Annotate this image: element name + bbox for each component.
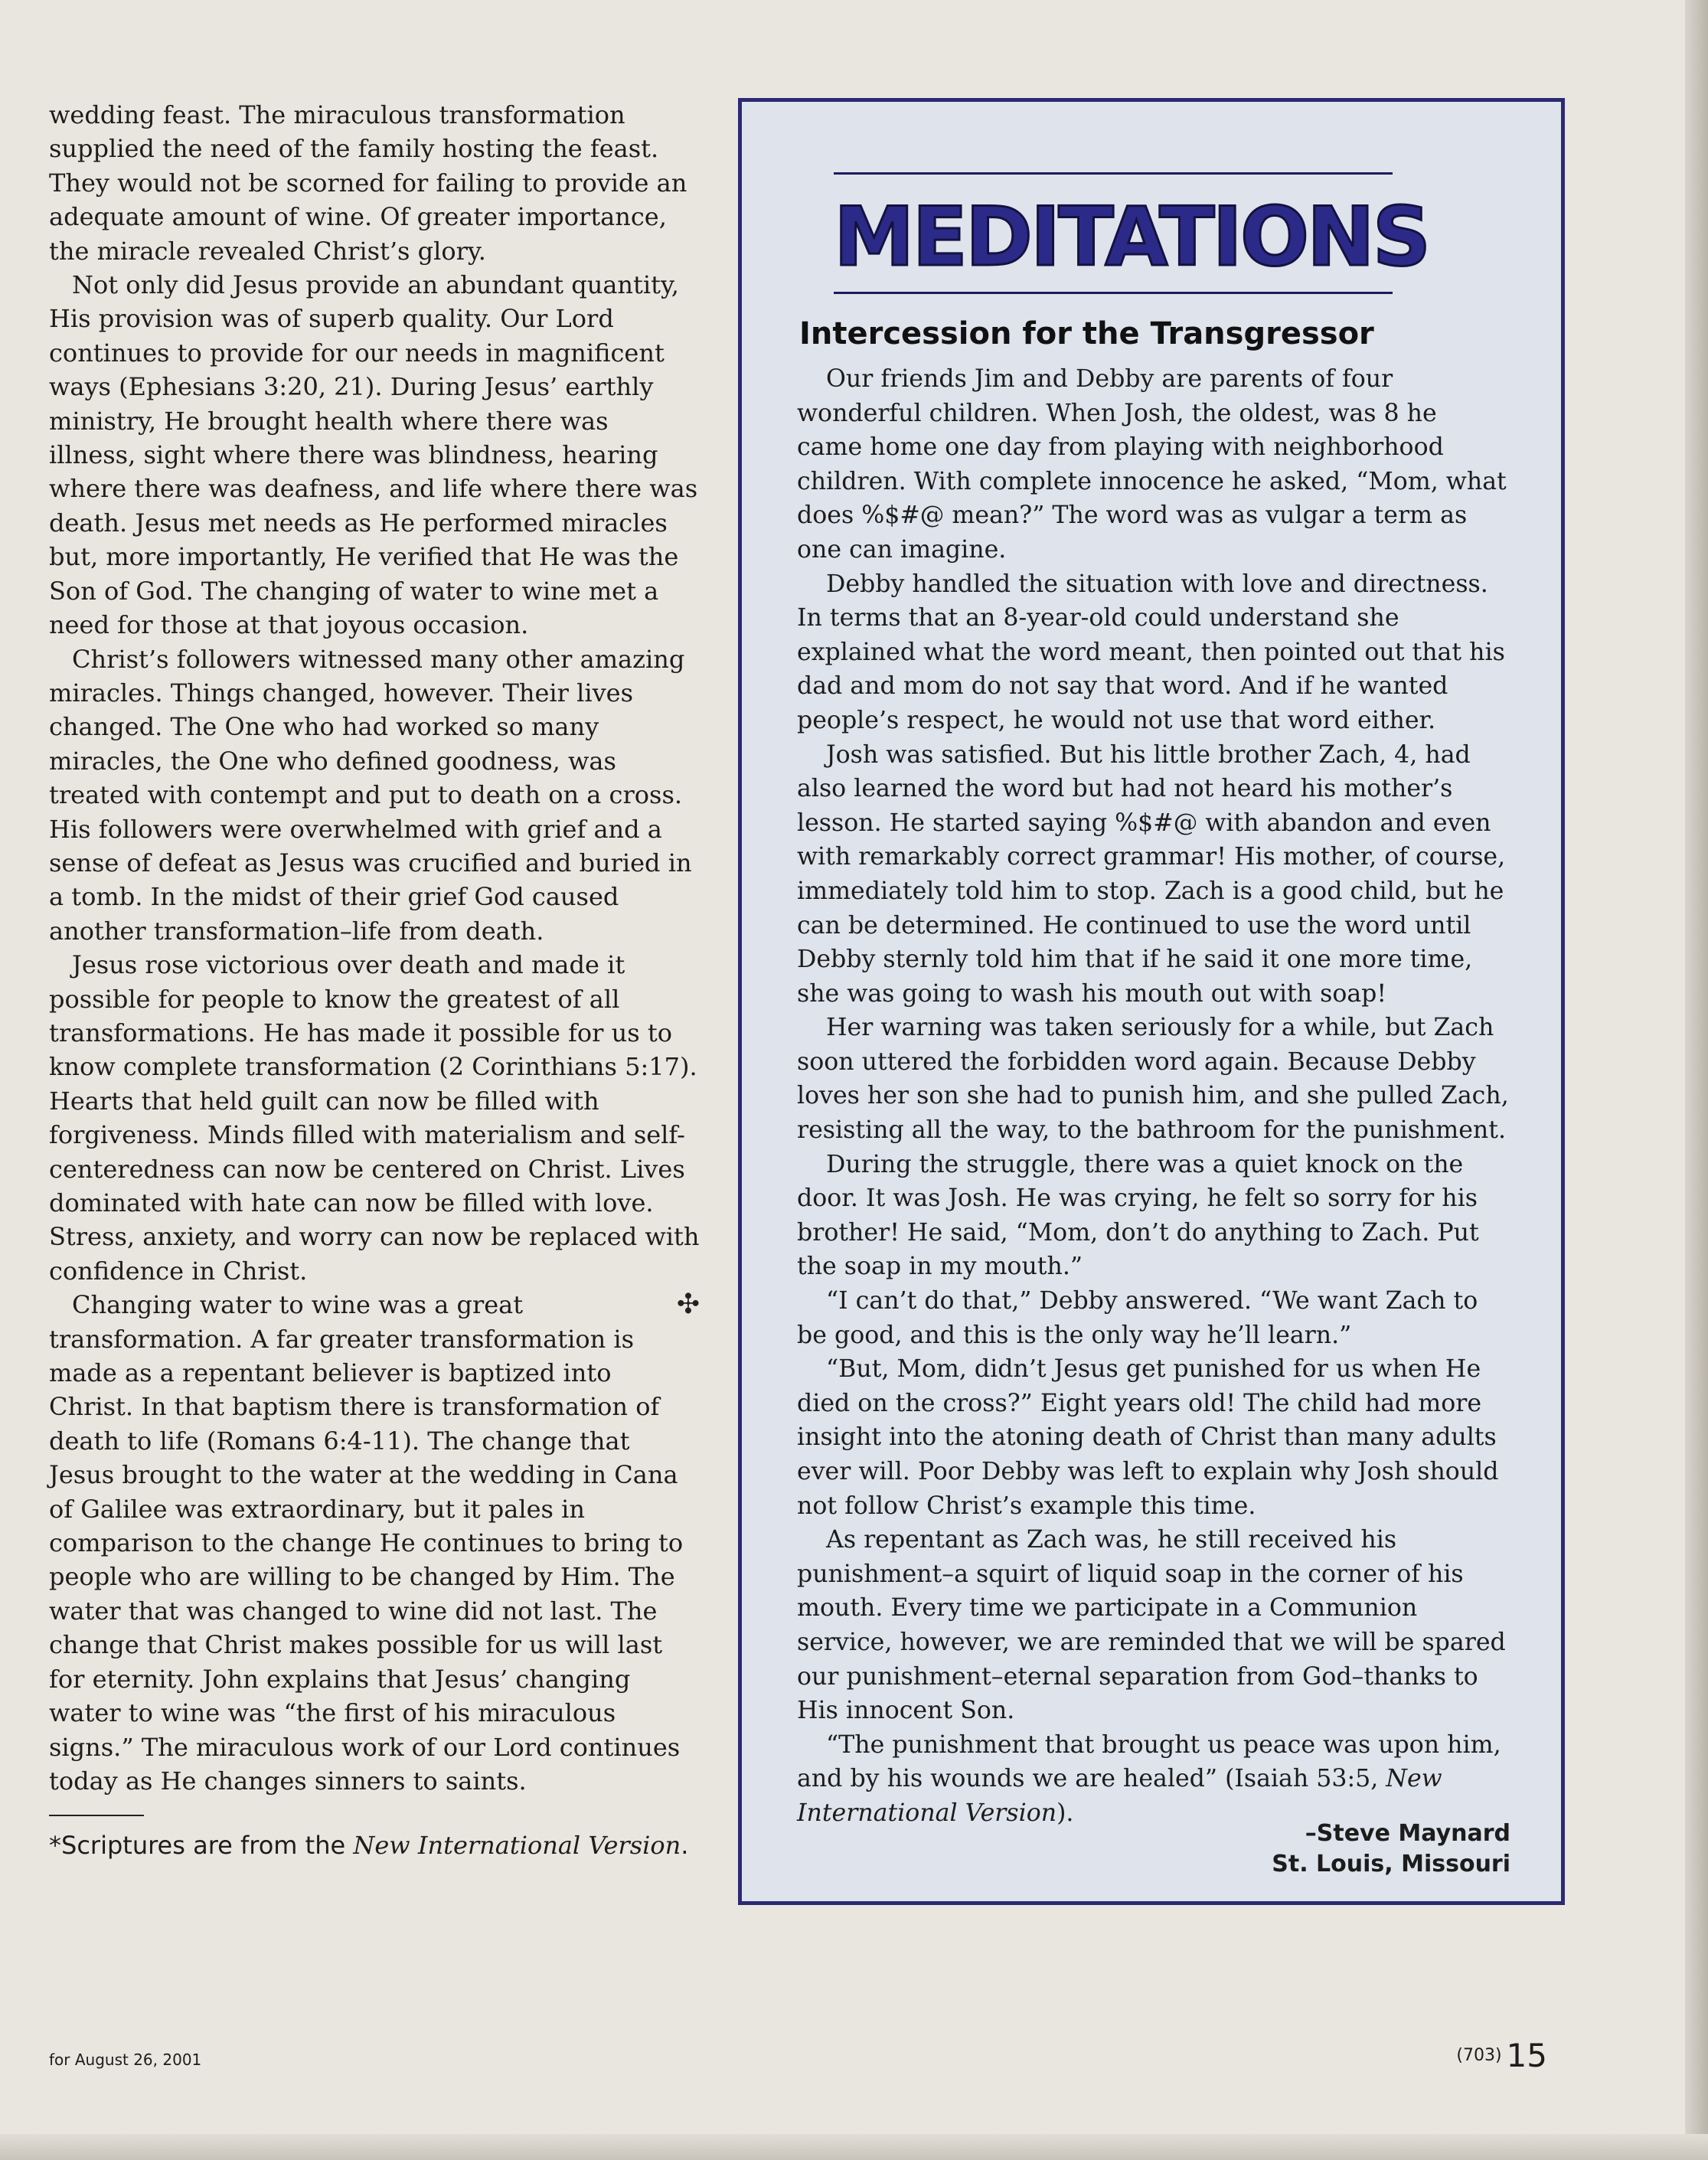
logo-text: MEDITATIONS [834, 190, 1429, 284]
meditation-paragraph-6: “I can’t do that,” Debby answered. “We want Zach to be good, and this is the only way he’ll learn.” [797, 1287, 1478, 1349]
logo-top-rule [834, 172, 1393, 175]
meditation-paragraph-5: During the struggle, there was a quiet knock on the door. It was Josh. He was crying, he felt so sorry for his brother! He said, “Mom, don’t do anything to Zach. Put the soap in my mouth.” [797, 1150, 1479, 1281]
page-bottom-shadow [0, 2134, 1708, 2160]
meditation-paragraph-2: Debby handled the situation with love and directness. In terms that an 8-year-old could understand she explained what the word meant, then pointed out that his dad and mom do not say that word. And if he wanted people’s respect, he would not use that word either. [797, 570, 1505, 734]
end-mark-icon: ✣ [676, 1289, 700, 1321]
article-paragraph-4: Jesus rose victorious over death and made it possible for people to know the greatest of all transformations. He has made it possible for us to know complete transformation (2 Corinthians 5:17). Hearts that held guilt can now be filled with forgiveness. Minds filled with materialism and self-centeredness can now be centered on Christ. Lives dominated with hate can now be filled with love. Stress, anxiety, and worry can now be replaced with confidence in Christ. [49, 950, 700, 1286]
page-edge-shadow [1685, 0, 1708, 2160]
author-signature [1272, 1819, 1510, 1880]
footnote-italic: New International Version [353, 1831, 681, 1861]
footnote [49, 1828, 700, 1862]
footnote-divider [49, 1815, 144, 1816]
scripture-quote: “The punishment that brought us peace was upon him, and by his wounds we are healed” (Isaiah 53:5, [797, 1730, 1501, 1793]
meditation-body [797, 362, 1509, 1831]
meditations-box [738, 98, 1565, 1905]
article-paragraph-1: wedding feast. The miraculous transformation supplied the need of the family hosting the feast. They would not be scorned for failing to provide an adequate amount of wine. Of greater importance, the miracle revealed Christ’s glory. [49, 100, 687, 266]
meditation-paragraph-1: Our friends Jim and Debby are parents of four wonderful children. When Josh, the oldest, was 8 he came home one day from playing with neighborhood children. With complete innocence he asked, “Mom, what does %$#@ mean?” The word was as vulgar a term as one can imagine. [797, 365, 1507, 564]
meditation-paragraph-7: “But, Mom, didn’t Jesus get punished for us when He died on the cross?” Eight years old! The child had more insight into the atoning death of Christ than many adults ever will. Poor Debby was left to explain why Josh should not follow Christ’s example this time. [797, 1355, 1499, 1520]
meditation-paragraph-4: Her warning was taken seriously for a while, but Zach soon uttered the forbidden word again. Because Debby loves her son she had to punish him, and she pulled Zach, resisting all the way, to the bathroom for the punishment. [797, 1014, 1509, 1145]
footnote-suffix: . [681, 1831, 689, 1861]
logo-bottom-rule [834, 292, 1393, 294]
article-column [49, 98, 700, 1863]
article-paragraph-5 [49, 1288, 700, 1798]
meditations-logo [834, 172, 1429, 295]
page-number: 15 [1506, 2037, 1547, 2074]
scripture-version: New International Version [797, 1765, 1442, 1827]
article-paragraph-5-text: Changing water to wine was a great transformation. A far greater transformation is made as a repentant believer is baptized into Christ. In that baptism there is transformation of death to life (Romans 6:4-11). The change that Jesus brought to the water at the wedding in Cana of Galilee was extraordinary, but it pales in comparison to the change He continues to bring to people who are willing to be changed by Him. The water that was changed to wine did not last. The change that Christ makes possible for us will last for eternity. John explains that Jesus’ changing water to wine was “the first of his miraculous signs.” The miraculous work of our Lord continues today as He changes sinners to saints. [49, 1290, 684, 1796]
article-paragraph-3: Christ’s followers witnessed many other amazing miracles. Things changed, however. Their lives changed. The One who had worked so many miracles, the One who defined goodness, was treated with contempt and put to death on a cross. His followers were overwhelmed with grief and a sense of defeat as Jesus was crucified and buried in a tomb. In the midst of their grief God caused another transformation–life from death. [49, 644, 692, 946]
meditation-paragraph-9 [797, 1728, 1509, 1831]
page-code: (703) [1456, 2046, 1502, 2065]
author-name: –Steve Maynard [1305, 1820, 1510, 1847]
article-paragraph-2: Not only did Jesus provide an abundant quantity, His provision was of superb quality. Our Lord continues to provide for our needs in magnificent ways (Ephesians 3:20, 21). During Jesus’ earthly ministry, He brought health where there was illness, sight where there was blindness, hearing where there was deafness, and life where there was death. Jesus met needs as He performed miracles but, more importantly, He verified that He was the Son of God. The changing of water to wine met a need for those at that joyous occasion. [49, 270, 698, 640]
scripture-end: ). [1056, 1799, 1074, 1827]
footnote-prefix: *Scriptures are from the [49, 1831, 354, 1861]
meditation-paragraph-3: Josh was satisfied. But his little brother Zach, 4, had also learned the word but had not heard his mother’s lesson. He started saying %$#@ with abandon and even with remarkably correct grammar! His mother, of course, immediately told him to stop. Zach is a good child, but he can be determined. He continued to use the word until Debby sternly told him that if he said it one more time, she was going to wash his mouth out with soap! [797, 740, 1506, 1008]
author-location: St. Louis, Missouri [1272, 1851, 1510, 1877]
footer-date: for August 26, 2001 [49, 2051, 202, 2069]
meditation-title: Intercession for the Transgressor [799, 316, 1374, 351]
meditation-paragraph-8: As repentant as Zach was, he still received his punishment–a squirt of liquid soap in the corner of his mouth. Every time we participate in a Communion service, however, we are reminded that we will be spared our punishment–eternal separation from God–thanks to His innocent Son. [797, 1526, 1506, 1725]
footer-page [1456, 2037, 1547, 2074]
